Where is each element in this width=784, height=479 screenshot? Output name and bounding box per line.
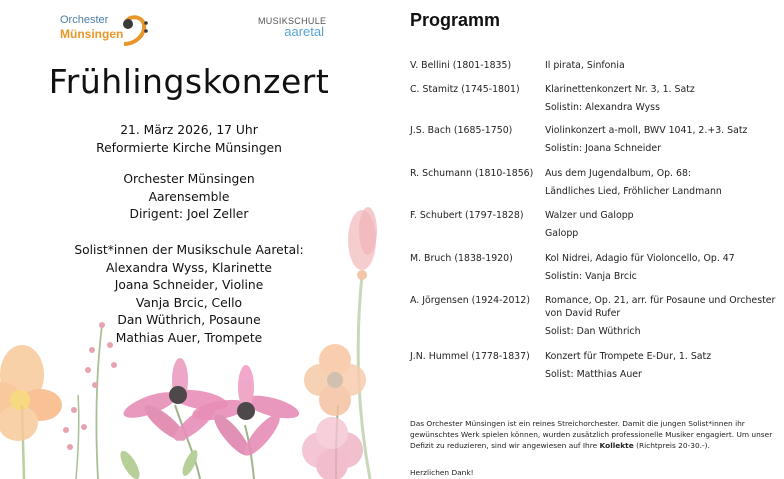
program-work-title: Violinkonzert a-moll, BWV 1041, 2.+3. Satz: [545, 125, 748, 136]
flyer-title: Frühlingskonzert: [48, 62, 330, 101]
program-work: [545, 295, 777, 338]
program-heading: Programm: [410, 10, 501, 30]
concert-venue: Reformierte Kirche Münsingen: [96, 140, 282, 155]
footer-text-before: Das Orchester Münsingen ist ein reines Streichorchester. Damit die jungen Solist*innen ihr gewünschtes Werk spielen können, wurden zusätzlich professionelle Musiker engagiert. Um unser Defizit zu reduzieren, sind wir angewiesen auf Ihre: [410, 419, 773, 450]
program-composer: R. Schumann (1810-1856): [410, 168, 534, 179]
program-work: [545, 84, 777, 115]
ensemble-line: Aarensemble: [148, 189, 230, 204]
footer-note: [410, 418, 780, 451]
program-work: [545, 168, 777, 199]
soloist-line: Joana Schneider, Violine: [114, 278, 264, 292]
program-work-detail: Galopp: [545, 227, 579, 239]
bass-clef-icon: [116, 12, 150, 46]
flower-illustration: [0, 195, 378, 479]
conductor-line: Dirigent: Joel Zeller: [129, 207, 249, 221]
program-composer: M. Bruch (1838-1920): [410, 253, 513, 264]
program-work-title: Romance, Op. 21, arr. für Posaune und Orchester von David Rufer: [545, 295, 776, 319]
program-composer: C. Stamitz (1745-1801): [410, 84, 520, 95]
soloist-line: Mathias Auer, Trompete: [115, 330, 263, 345]
program-work: [545, 253, 777, 284]
soloists-heading: Solist*innen der Musikschule Aaretal:: [74, 243, 304, 257]
musikschule-aaretal-logo: [258, 16, 327, 39]
program-composer: V. Bellini (1801-1835): [410, 60, 512, 71]
soloist-line: Dan Wüthrich, Posaune: [117, 313, 261, 327]
program-work: [545, 125, 777, 156]
program-composer: J.S. Bach (1685-1750): [410, 125, 513, 136]
orchester-muensingen-logo: [60, 12, 152, 46]
program-work-soloist: Solist: Matthias Auer: [545, 368, 642, 380]
program-work-soloist: Solistin: Joana Schneider: [545, 142, 661, 154]
ensemble-line: Orchester Münsingen: [123, 172, 255, 186]
program-work-title: Konzert für Trompete E-Dur, 1. Satz: [545, 351, 712, 362]
program-composer: J.N. Hummel (1778-1837): [410, 351, 530, 362]
program-work-detail: Ländliches Lied, Fröhlicher Landmann: [545, 185, 722, 197]
program-work-soloist: Solist: Dan Wüthrich: [545, 325, 641, 337]
program-work: [545, 351, 777, 382]
program-work-title: Klarinettenkonzert Nr. 3, 1. Satz: [545, 84, 695, 95]
program-work-title: Aus dem Jugendalbum, Op. 68:: [545, 168, 692, 179]
program-work-title: Kol Nidrei, Adagio für Violoncello, Op. 47: [545, 253, 735, 264]
soloist-line: Vanja Brcic, Cello: [135, 295, 243, 310]
program-composer: F. Schubert (1797-1828): [410, 210, 524, 221]
footer-text-after: (Richtpreis 20-30.-).: [633, 441, 710, 450]
program-work-soloist: Solistin: Alexandra Wyss: [545, 101, 660, 113]
concert-date: 21. März 2026, 17 Uhr: [120, 123, 258, 137]
program-work: [545, 60, 777, 73]
program-work-soloist: Solistin: Vanja Brcic: [545, 270, 637, 282]
footer-kollekte: Kollekte: [599, 441, 634, 450]
logo-aaretal-text: aaretal: [284, 24, 324, 39]
footer-thanks: Herzlichen Dank!: [410, 468, 474, 477]
program-composer: A. Jörgensen (1924-2012): [410, 295, 531, 306]
program-work-title: Il pirata, Sinfonia: [545, 60, 625, 71]
date-venue-block: [0, 122, 378, 157]
program-work-title: Walzer und Galopp: [545, 210, 634, 221]
flyer-left-panel: [0, 0, 378, 479]
soloist-line: Alexandra Wyss, Klarinette: [106, 260, 272, 275]
logo-musikschule-text: MUSIKSCHULE: [258, 16, 327, 26]
logo-muensingen-text: Münsingen: [60, 27, 124, 41]
program-work: [545, 210, 777, 241]
logo-orchester-text: Orchester: [60, 14, 109, 26]
program-panel: [378, 0, 784, 479]
